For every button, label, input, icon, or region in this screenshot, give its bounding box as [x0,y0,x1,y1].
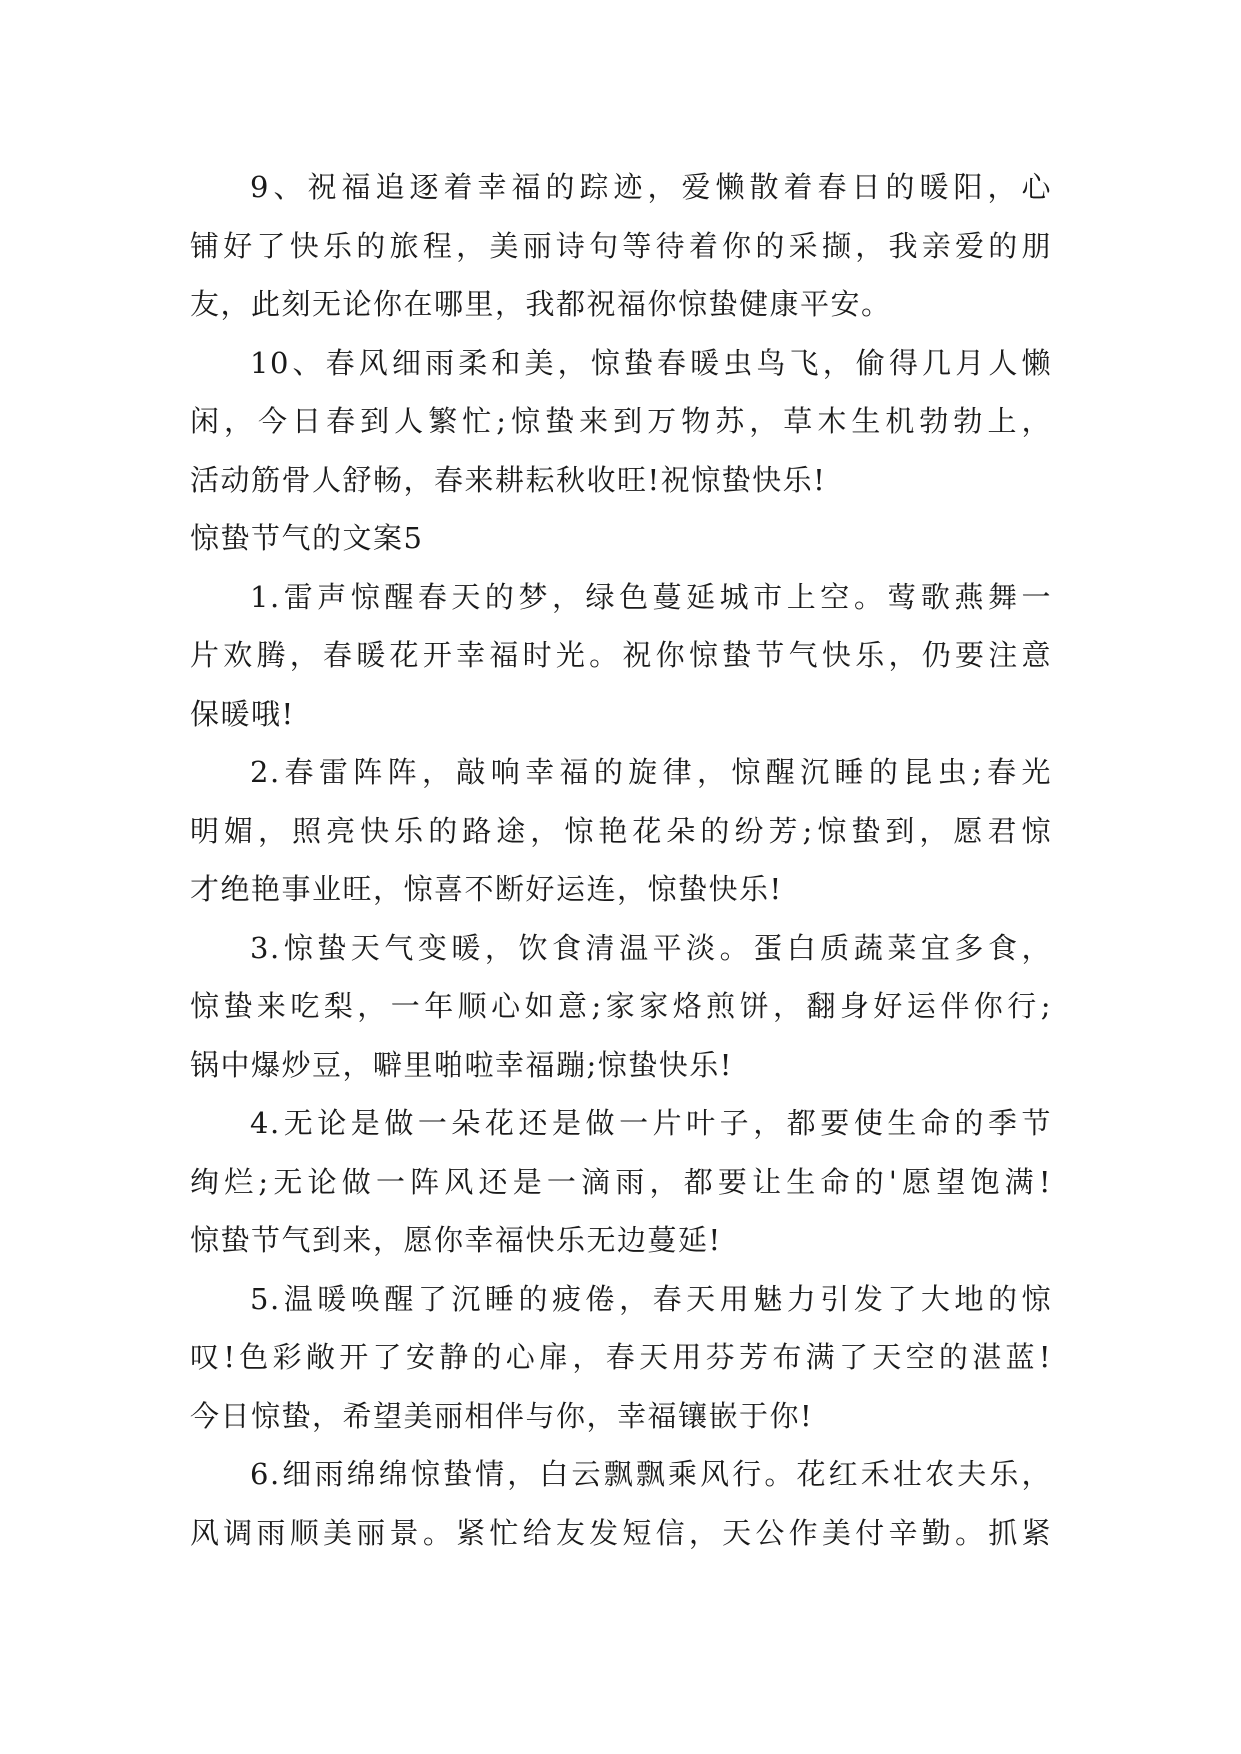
text-line: 9、祝福追逐着幸福的踪迹，爱懒散着春日的暖阳，心 [250,170,1052,204]
text-line: 绚烂;无论做一阵风还是一滴雨，都要让生命的'愿望饱满! [190,1164,1052,1199]
text-line: 才绝艳事业旺，惊喜不断好运连，惊蛰快乐! [190,872,783,906]
text-line: 3.惊蛰天气变暖，饮食清温平淡。蛋白质蔬菜宜多食， [250,930,1052,965]
text-line: 惊蛰节气到来，愿你幸福快乐无边蔓延! [190,1223,722,1257]
text-line: 惊蛰节气的文案5 [190,521,424,555]
text-line: 友，此刻无论你在哪里，我都祝福你惊蛰健康平安。 [190,287,892,321]
paragraph [190,1270,1052,1446]
paragraph [190,743,1052,919]
text-line: 10、春风细雨柔和美，惊蛰春暖虫鸟飞，偷得几月人懒 [250,345,1052,380]
text-line: 叹!色彩敞开了安静的心扉，春天用芬芳布满了天空的湛蓝! [190,1340,1052,1374]
text-line: 风调雨顺美丽景。紧忙给友发短信，天公作美付辛勤。抓紧 [190,1515,1052,1550]
text-line: 明媚，照亮快乐的路途，惊艳花朵的纷芳;惊蛰到，愿君惊 [190,813,1052,848]
section-heading [190,509,1052,568]
text-line: 锅中爆炒豆，噼里啪啦幸福蹦;惊蛰快乐! [190,1047,733,1082]
text-line: 惊蛰来吃梨，一年顺心如意;家家烙煎饼，翻身好运伴你行; [190,989,1052,1023]
paragraph [190,1445,1052,1562]
text-line: 闲，今日春到人繁忙;惊蛰来到万物苏，草木生机勃勃上， [190,404,1052,438]
text-line: 4.无论是做一朵花还是做一片叶子，都要使生命的季节 [250,1106,1052,1140]
paragraph [190,568,1052,744]
text-line: 1.雷声惊醒春天的梦，绿色蔓延城市上空。莺歌燕舞一 [250,579,1052,614]
text-line: 活动筋骨人舒畅，春来耕耘秋收旺!祝惊蛰快乐! [190,462,827,497]
text-line: 铺好了快乐的旅程，美丽诗句等待着你的采撷，我亲爱的朋 [190,228,1052,263]
paragraph [190,158,1052,334]
document-body [190,158,1052,1562]
text-line: 今日惊蛰，希望美丽相伴与你，幸福镶嵌于你! [190,1398,814,1433]
text-line: 2.春雷阵阵，敲响幸福的旋律，惊醒沉睡的昆虫;春光 [250,755,1052,789]
paragraph [190,919,1052,1095]
text-line: 5.温暖唤醒了沉睡的疲倦，春天用魅力引发了大地的惊 [250,1281,1052,1316]
text-line: 保暖哦! [190,696,295,731]
text-line: 6.细雨绵绵惊蛰情，白云飘飘乘风行。花红禾壮农夫乐， [250,1457,1052,1491]
paragraph [190,334,1052,510]
paragraph [190,1094,1052,1270]
text-line: 片欢腾，春暖花开幸福时光。祝你惊蛰节气快乐，仍要注意 [190,638,1052,672]
